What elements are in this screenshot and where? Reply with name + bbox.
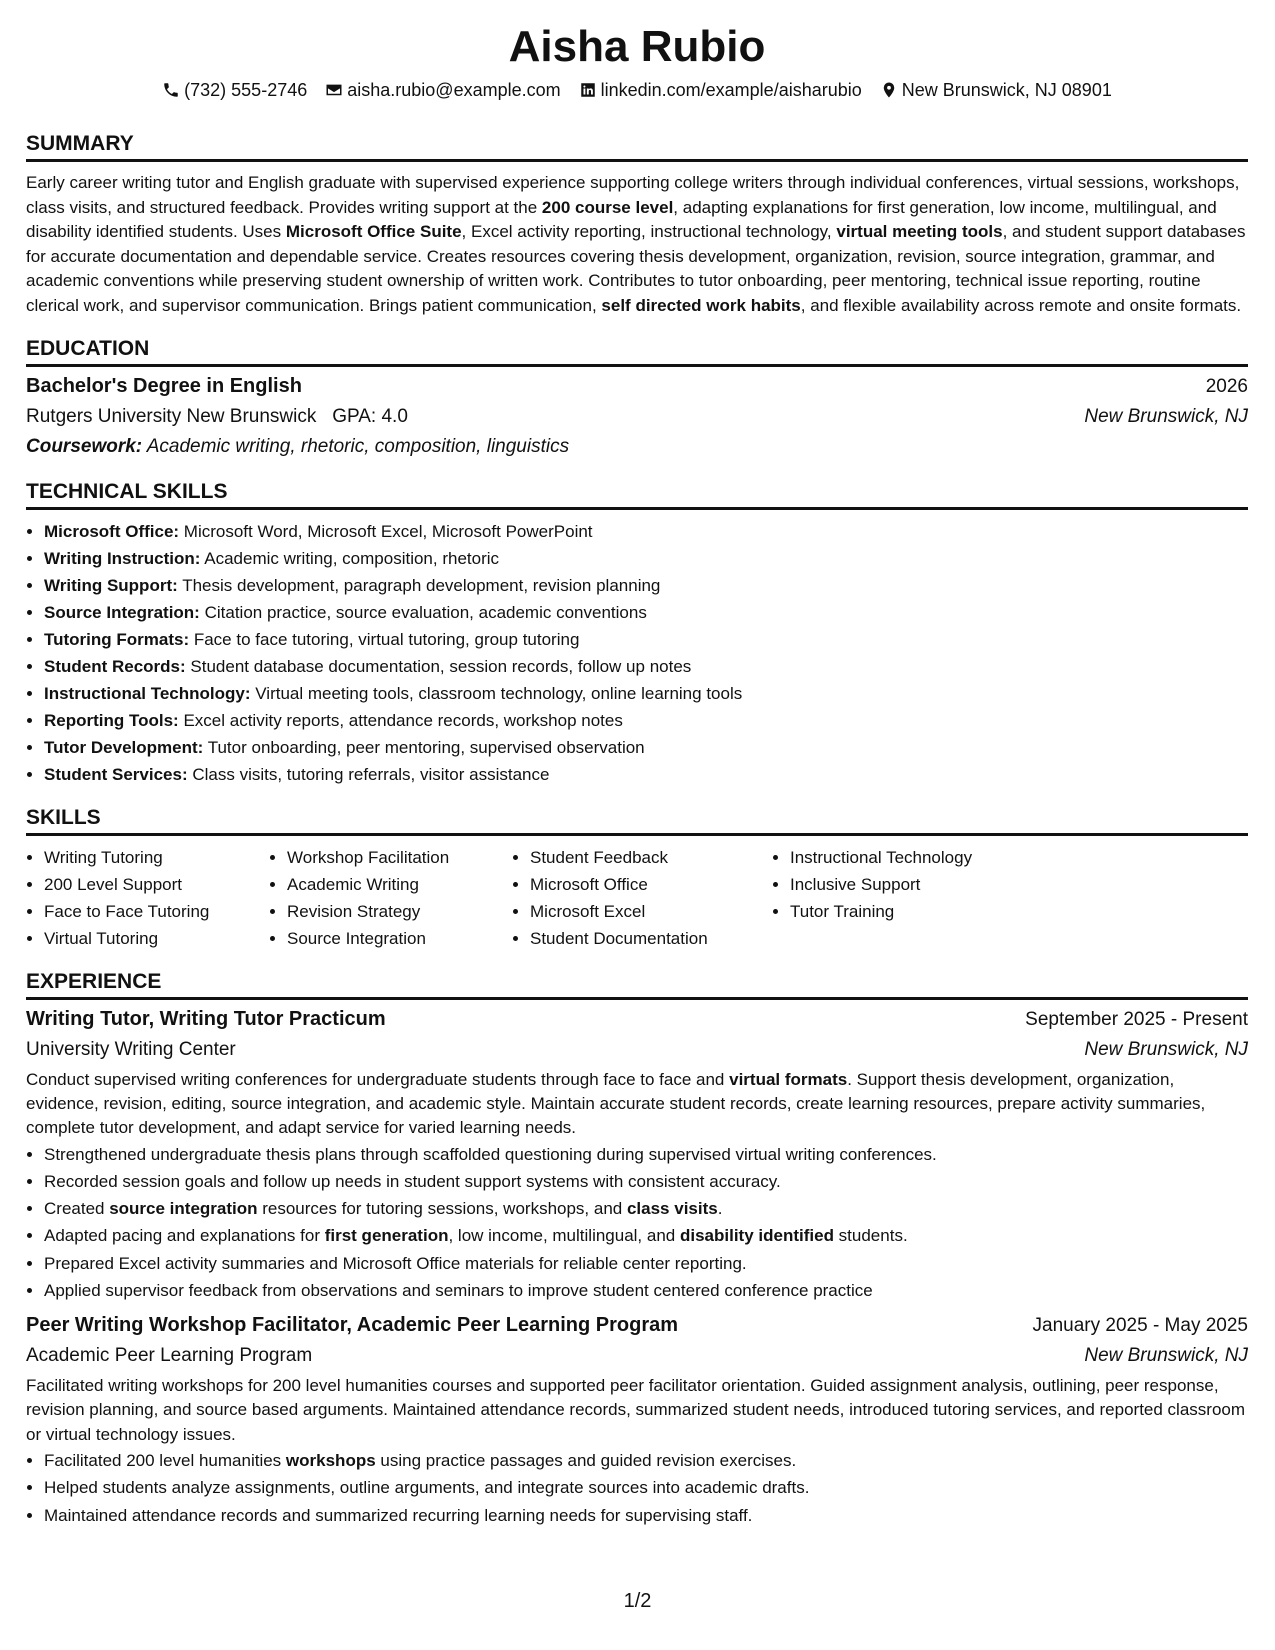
job-dates: January 2025 - May 2025	[1032, 1315, 1248, 1336]
technical-skill-label: Writing Instruction:	[44, 548, 201, 568]
candidate-name: Aisha Rubio	[508, 22, 766, 71]
coursework-line	[26, 432, 1248, 462]
skill-item: • Microsoft Office	[530, 871, 772, 898]
technical-skill-label: Source Integration:	[44, 602, 200, 622]
technical-skill-label: Tutor Development:	[44, 737, 204, 757]
job-bullet-text: Prepared Excel activity summaries and Microsoft Office materials for reliable center reporting.	[44, 1253, 747, 1273]
job-location: New Brunswick, NJ	[1084, 1038, 1248, 1060]
school-line	[26, 402, 408, 432]
job-description	[26, 1374, 1248, 1447]
contact-location	[880, 78, 1112, 102]
job-bullet-text: Created	[44, 1199, 110, 1219]
skill-item: • Student Feedback	[530, 844, 772, 871]
technical-skills-section	[26, 462, 1248, 788]
job-bullets	[26, 1141, 1248, 1304]
job-description	[26, 1068, 1248, 1141]
coursework-label: Coursework:	[26, 435, 143, 457]
skill-item: • 200 Level Support	[44, 871, 269, 898]
job-organization: Academic Peer Learning Program	[26, 1345, 313, 1366]
technical-skill-value: Class visits, tutoring referrals, visitor assistance	[187, 764, 550, 784]
job-bullet-bold-text: first generation	[324, 1226, 449, 1246]
experience-entry	[26, 1004, 1248, 1304]
technical-skill-item	[44, 680, 1248, 707]
linkedin-icon	[579, 81, 597, 99]
location-text: New Brunswick, NJ 08901	[901, 80, 1112, 100]
job-bullet-bold-text: source integration	[109, 1199, 258, 1219]
coursework-list: Academic writing, rhetoric, composition, linguistics	[146, 435, 570, 457]
job-description-text: Facilitated writing workshops for 200 level humanities courses and supported peer facilitator orientation. Guided assignment analysis, outlining, peer response, revision planning, and source based arguments. Maintained attendance records, summarized student needs, introduced tutoring services, and reported classroom or virtual technology issues.	[26, 1376, 1246, 1444]
skills-column	[26, 844, 269, 952]
summary-text: , adapting explanations for first generation, low income, multilingual, and disability identified students. Uses	[26, 197, 1217, 242]
degree-title: Bachelor's Degree in English	[26, 374, 302, 397]
job-bullet-text: Facilitated 200 level humanities	[44, 1451, 286, 1471]
summary-bold-text: 200 course level	[541, 197, 674, 217]
technical-skill-value: Face to face tutoring, virtual tutoring, group tutoring	[189, 629, 580, 649]
summary-text: Early career writing tutor and English graduate with supervised experience supporting college writers through individual conferences, virtual sessions, workshops, class visits, and structured feedback. Provides writing support at the	[26, 173, 1240, 217]
technical-skill-item	[44, 626, 1248, 653]
job-bullet-text: , low income, multilingual, and	[448, 1226, 680, 1246]
technical-skill-item	[44, 545, 1248, 572]
technical-skill-value: Microsoft Word, Microsoft Excel, Microsoft PowerPoint	[179, 521, 593, 541]
experience-org-row	[26, 1341, 1248, 1371]
technical-skill-item	[44, 518, 1248, 545]
skill-item: • Workshop Facilitation	[287, 844, 512, 871]
section-title-experience: EXPERIENCE	[26, 952, 1248, 1000]
section-title-summary: SUMMARY	[26, 114, 1248, 162]
technical-skill-item	[44, 599, 1248, 626]
school-location: New Brunswick, NJ	[1084, 405, 1248, 427]
job-dates: September 2025 - Present	[1025, 1008, 1248, 1030]
job-bullet-text: students.	[833, 1226, 908, 1246]
job-organization: University Writing Center	[26, 1038, 236, 1060]
graduation-year: 2026	[1205, 375, 1248, 397]
job-description-bold-text: virtual formats	[729, 1069, 848, 1089]
technical-skill-value: Excel activity reports, attendance records, workshop notes	[178, 710, 623, 730]
job-bullet-item	[44, 1141, 1248, 1168]
job-bullet-text: Applied supervisor feedback from observations and seminars to improve student centered conference practice	[44, 1280, 873, 1300]
technical-skills-list	[26, 518, 1248, 788]
skill-item: • Student Documentation	[530, 925, 772, 952]
technical-skill-item	[44, 707, 1248, 734]
job-bullet-text: Strengthened undergraduate thesis plans through scaffolded questioning during supervised virtual writing conferences.	[44, 1144, 937, 1164]
job-bullet-item	[44, 1168, 1248, 1195]
experience-header-row	[26, 1310, 1248, 1341]
job-bullet-text: Recorded session goals and follow up needs in student support systems with consistent accuracy.	[44, 1171, 781, 1191]
job-bullet-text: Maintained attendance records and summarized recurring learning needs for supervising staff.	[44, 1505, 753, 1525]
job-bullet-text: resources for tutoring sessions, workshops, and	[257, 1199, 627, 1219]
skill-item: • Instructional Technology	[790, 844, 1050, 871]
summary-section	[26, 114, 1248, 319]
technical-skill-value: Citation practice, source evaluation, academic conventions	[199, 602, 647, 622]
job-bullet-item	[44, 1447, 1248, 1474]
technical-skill-label: Reporting Tools:	[44, 710, 179, 730]
summary-bold-text: virtual meeting tools	[836, 222, 1003, 242]
experience-org-row	[26, 1035, 1248, 1065]
summary-text	[26, 171, 1248, 319]
technical-skill-value: Thesis development, paragraph development, revision planning	[177, 575, 661, 595]
skills-column	[512, 844, 772, 952]
contact-email[interactable]	[325, 78, 560, 102]
job-description-text: . Support thesis development, organization, evidence, revision, editing, source integration, and academic style. Maintain accurate student records, create learning resources, prepare activity summaries, complete tutor development, and adapt service for varied learning needs.	[26, 1069, 1206, 1138]
technical-skill-label: Student Services:	[44, 764, 188, 784]
envelope-icon	[325, 81, 343, 99]
technical-skill-label: Instructional Technology:	[44, 683, 251, 703]
resume-page	[26, 20, 1248, 1529]
job-bullet-item	[44, 1222, 1248, 1249]
skills-column	[772, 844, 1050, 952]
technical-skill-label: Microsoft Office:	[44, 521, 180, 541]
summary-text: , and student support databases for accurate documentation and dependable service. Creates resources covering thesis development, organization, revision, source integration, grammar, and academic conventions while preserving student ownership of written work. Contributes to tutor onboarding, peer mentoring, technical issue reporting, routine clerical work, and supervisor communication. Brings patient communication,	[26, 222, 1246, 315]
job-location: New Brunswick, NJ	[1084, 1345, 1248, 1366]
job-bullet-item	[44, 1277, 1248, 1304]
job-bullet-bold-text: class visits	[626, 1199, 718, 1219]
job-bullet-text: Adapted pacing and explanations for	[44, 1226, 325, 1246]
section-title-education: EDUCATION	[26, 319, 1248, 367]
technical-skill-item	[44, 572, 1248, 599]
job-bullets	[26, 1447, 1248, 1529]
summary-text: , Excel activity reporting, instructional technology,	[461, 222, 837, 242]
education-section	[26, 319, 1248, 462]
page-number: 1/2	[623, 1590, 652, 1612]
job-bullet-text: using practice passages and guided revision exercises.	[375, 1451, 797, 1471]
technical-skill-label: Student Records:	[44, 656, 186, 676]
technical-skill-item	[44, 761, 1248, 788]
technical-skill-item	[44, 653, 1248, 680]
skills-section	[26, 788, 1248, 952]
job-title: Peer Writing Workshop Facilitator, Academic Peer Learning Program	[26, 1314, 679, 1336]
summary-text: , and flexible availability across remote and onsite formats.	[800, 295, 1242, 315]
job-bullet-item	[44, 1502, 1248, 1529]
phone-text: (732) 555-2746	[184, 80, 308, 100]
skill-item: • Tutor Training	[790, 898, 1050, 925]
job-description-text: Conduct supervised writing conferences for undergraduate students through face to face and	[26, 1069, 730, 1089]
experience-entry	[26, 1310, 1248, 1529]
job-bullet-bold-text: disability identified	[679, 1226, 834, 1246]
summary-bold-text: Microsoft Office Suite	[285, 222, 462, 242]
job-bullet-item	[44, 1195, 1248, 1222]
summary-bold-text: self directed work habits	[601, 295, 801, 315]
job-title: Writing Tutor, Writing Tutor Practicum	[26, 1007, 386, 1030]
phone-icon	[162, 81, 180, 99]
skill-item: • Inclusive Support	[790, 871, 1050, 898]
technical-skill-item	[44, 734, 1248, 761]
section-title-skills: SKILLS	[26, 788, 1248, 836]
skill-item: • Virtual Tutoring	[44, 925, 269, 952]
experience-section	[26, 952, 1248, 1529]
skill-item: • Academic Writing	[287, 871, 512, 898]
experience-list	[26, 1004, 1248, 1529]
job-bullet-text: .	[717, 1199, 723, 1219]
skill-item: • Microsoft Excel	[530, 898, 772, 925]
gpa: GPA: 4.0	[332, 405, 408, 427]
skill-item: • Source Integration	[287, 925, 512, 952]
skill-item: • Revision Strategy	[287, 898, 512, 925]
technical-skill-value: Tutor onboarding, peer mentoring, supervised observation	[203, 737, 645, 757]
email-link[interactable]: aisha.rubio@example.com	[347, 80, 561, 100]
contact-bar	[26, 78, 1248, 102]
map-pin-icon	[880, 81, 898, 99]
skills-column	[269, 844, 512, 952]
job-bullet-item	[44, 1474, 1248, 1501]
technical-skill-value: Virtual meeting tools, classroom technology, online learning tools	[250, 683, 743, 703]
technical-skill-label: Writing Support:	[44, 575, 178, 595]
section-title-technical-skills: TECHNICAL SKILLS	[26, 462, 1248, 510]
job-bullet-bold-text: workshops	[285, 1451, 376, 1471]
technical-skill-label: Tutoring Formats:	[44, 629, 190, 649]
technical-skill-value: Student database documentation, session records, follow up notes	[185, 656, 692, 676]
experience-header-row	[26, 1004, 1248, 1035]
linkedin-link[interactable]: linkedin.com/example/aisharubio	[600, 80, 862, 100]
skill-item: • Writing Tutoring	[44, 844, 269, 871]
contact-linkedin[interactable]	[579, 78, 862, 102]
contact-phone	[162, 78, 307, 102]
school-name: Rutgers University New Brunswick	[26, 405, 317, 427]
skills-grid	[26, 844, 1248, 952]
technical-skill-value: Academic writing, composition, rhetoric	[200, 548, 500, 568]
job-bullet-item	[44, 1250, 1248, 1277]
skill-item: • Face to Face Tutoring	[44, 898, 269, 925]
job-bullet-text: Helped students analyze assignments, outline arguments, and integrate sources into academic drafts.	[44, 1478, 810, 1498]
